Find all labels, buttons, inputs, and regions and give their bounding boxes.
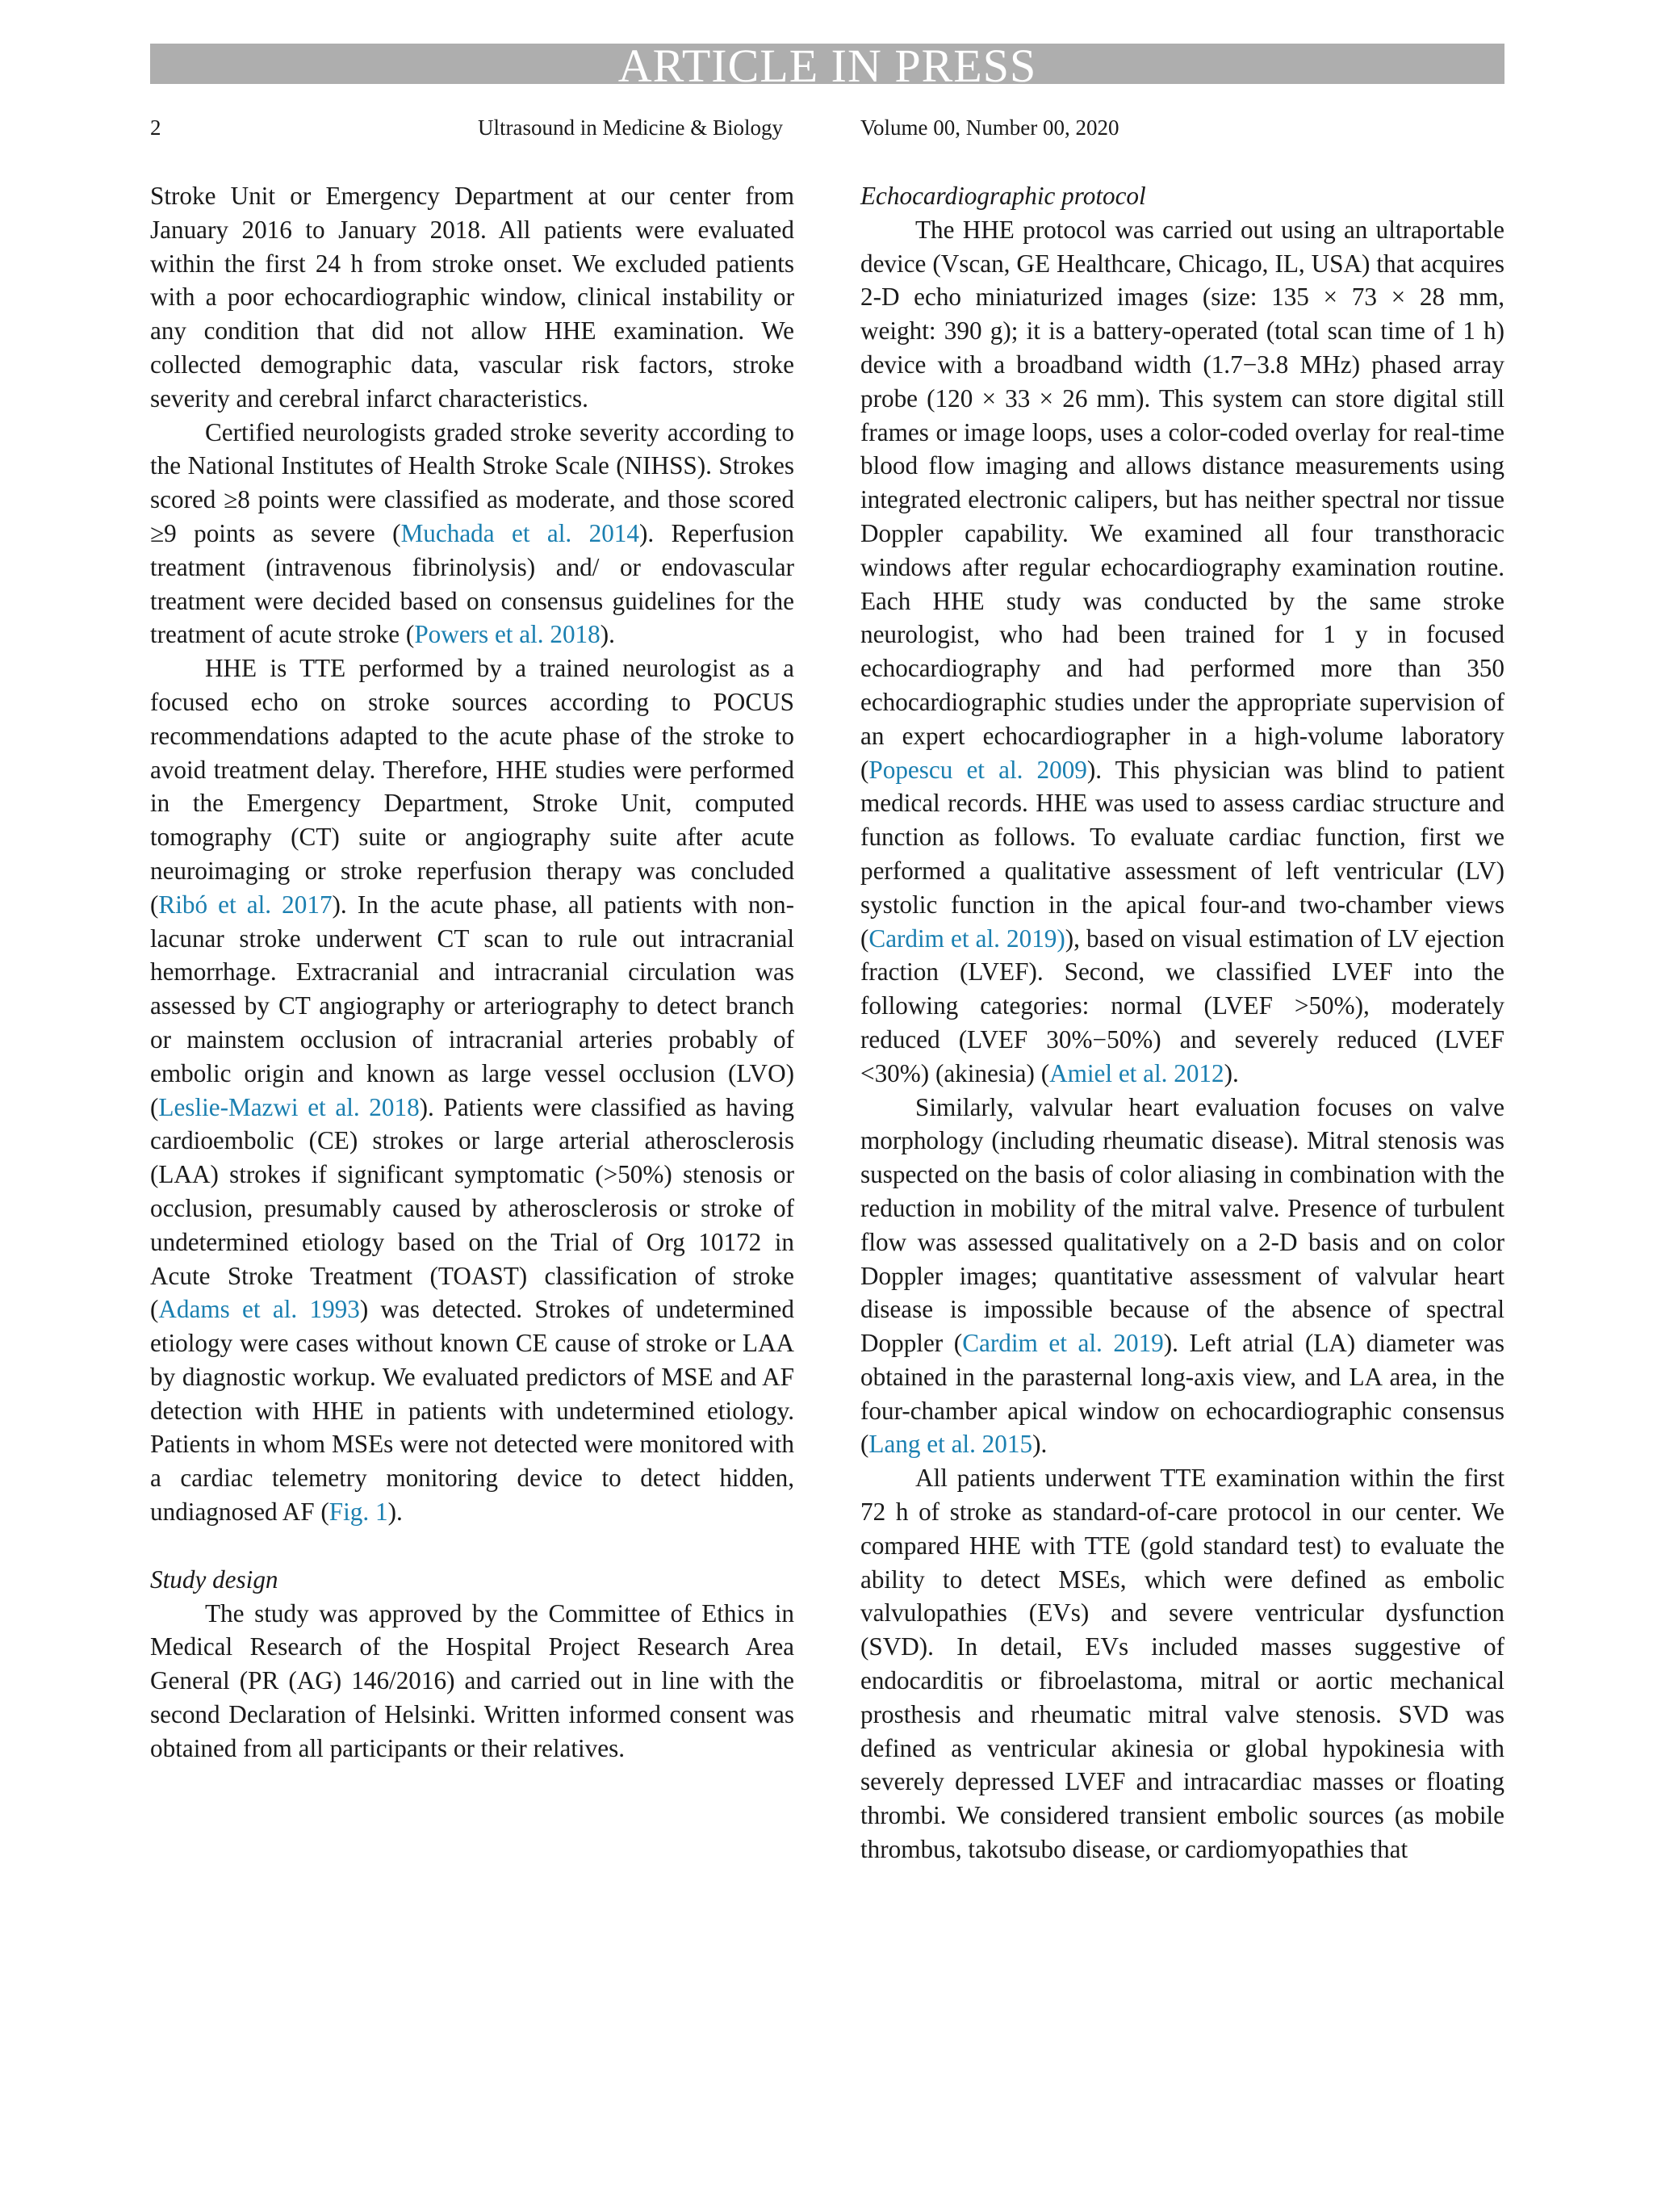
left-column bbox=[150, 179, 794, 1766]
paragraph bbox=[150, 651, 794, 1529]
text-run: ). This physician was blind to patient medical records. HHE was used to assess cardiac structure and function as follows. To evaluate cardiac function, first we performed a qualitative assessment of left ventricular (LV) systolic function in the apical four-and two-chamber views ( bbox=[860, 755, 1504, 953]
citation-link[interactable]: Cardim et al. 2019) bbox=[868, 924, 1065, 953]
citation-link[interactable]: Popescu et al. 2009 bbox=[868, 755, 1087, 784]
citation-link[interactable]: Cardim et al. 2019 bbox=[962, 1329, 1164, 1358]
citation-link[interactable]: Adams et al. 1993 bbox=[158, 1295, 360, 1324]
text-run: ). bbox=[1224, 1058, 1239, 1087]
text-run: Similarly, valvular heart evaluation focuses on valve morphology (including rheumatic disease). Mitral stenosis was suspected on the basis of color aliasing in combination with the reduction in mobility of the mitral valve. Presence of turbulent flow was assessed qualitatively on a 2-D basis and on color Doppler images; quantitative assessment of valvular heart disease is impossible because of the absence of spectral Doppler ( bbox=[860, 1092, 1504, 1358]
citation-link[interactable]: Powers et al. 2018 bbox=[414, 620, 601, 649]
volume-info: Volume 00, Number 00, 2020 bbox=[860, 115, 1119, 140]
article-in-press-banner: ARTICLE IN PRESS bbox=[150, 44, 1504, 84]
journal-title: Ultrasound in Medicine & Biology bbox=[478, 115, 783, 140]
citation-link[interactable]: Muchada et al. 2014 bbox=[400, 518, 639, 547]
citation-link[interactable]: Lang et al. 2015 bbox=[868, 1430, 1033, 1459]
page-number: 2 bbox=[150, 115, 161, 140]
text-run: ). bbox=[1032, 1430, 1048, 1459]
running-head bbox=[150, 113, 1504, 142]
citation-link[interactable]: Ribó et al. 2017 bbox=[158, 890, 333, 919]
figure-link[interactable]: Fig. 1 bbox=[329, 1498, 388, 1527]
text-run: ). In the acute phase, all patients with non-lacunar stroke underwent CT scan to rule out intracranial hemorrhage. Extracranial and intracranial circulation was assessed by CT angiography or arteriography to detect branch or mainstem occlusion of intracranial arteries probably of embolic origin and known as large vessel occlusion (LVO) ( bbox=[150, 890, 794, 1121]
text-run: ). bbox=[387, 1498, 403, 1527]
text-run: ). Patients were classified as having cardioembolic (CE) strokes or large arterial atherosclerosis (LAA) strokes if significant symptomatic (>50%) stenosis or occlusion, presumably caused by atherosclerosis or stroke of undetermined etiology based on the Trial of Org 10172 in Acute Stroke Treatment (TOAST) classification of stroke ( bbox=[150, 1092, 794, 1324]
text-run: Certified neurologists graded stroke severity according to the National Institutes of Health Stroke Scale (NIHSS). Strokes scored ≥8 points were classified as moderate, and those scored ≥9 points as severe ( bbox=[150, 417, 794, 547]
section-heading: Study design bbox=[150, 1565, 278, 1594]
paragraph: All patients underwent TTE examination within the first 72 h of stroke as standard-of-care protocol in our center. We compared HHE with TTE (gold standard test) to evaluate the ability to detect MSEs, which were defined as embolic valvulopathies (EVs) and severe ventricular dysfunction (SVD). In detail, EVs included masses suggestive of endocarditis or fibroelastoma, mitral or aortic mechanical prosthesis and rheumatic mitral valve stenosis. SVD was defined as ventricular akinesia or global hypokinesia with severely depressed LVEF and intracardiac masses or floating thrombi. We considered transient embolic sources (as mobile thrombus, takotsubo disease, or cardiomyopathies that bbox=[860, 1464, 1504, 1864]
text-run: The HHE protocol was carried out using an ultraportable device (Vscan, GE Healthcare, Chicago, IL, USA) that acquires 2-D echo miniaturized images (size: 135 × 73 × 28 mm, weight: 390 g); it is a battery-operated (total scan time of 1 h) device with a broadband width (1.7−3.8 MHz) phased array probe (120 × 33 × 26 mm). This system can store digital still frames or image loops, uses a color-coded overlay for real-time blood flow imaging and allows distance measurements using integrated electronic calipers, but has neither spectral nor tissue Doppler capability. We examined all four transthoracic windows after regular echocardiography examination routine. Each HHE study was conducted by the same stroke neurologist, who had been trained for 1 y in focused echocardiography and had performed more than 350 echocardiographic studies under the appropriate supervision of an expert echocardiographer in a high-volume laboratory ( bbox=[860, 215, 1504, 784]
paragraph: Stroke Unit or Emergency Department at our center from January 2016 to January 2018. All patients were evaluated within the first 24 h from stroke onset. We excluded patients with a poor echocardiographic window, clinical instability or any condition that did not allow HHE examination. We collected demographic data, vascular risk factors, stroke severity and cerebral infarct characteristics. bbox=[150, 182, 794, 413]
citation-link[interactable]: Amiel et al. 2012 bbox=[1049, 1058, 1224, 1087]
paragraph bbox=[860, 213, 1504, 1091]
text-run: ) was detected. Strokes of undetermined etiology were cases without known CE cause of stroke or LAA by diagnostic workup. We evaluated predictors of MSE and AF detection with HHE in patients with undetermined etiology. Patients in whom MSEs were not detected were monitored with a cardiac telemetry monitoring device to detect hidden, undiagnosed AF ( bbox=[150, 1295, 794, 1527]
paragraph bbox=[860, 1091, 1504, 1462]
section-heading: Echocardiographic protocol bbox=[860, 182, 1146, 210]
text-run: HHE is TTE performed by a trained neurologist as a focused echo on stroke sources according to POCUS recommendations adapted to the acute phase of the stroke to avoid treatment delay. Therefore, HHE studies were performed in the Emergency Department, Stroke Unit, computed tomography (CT) suite or angiography suite after acute neuroimaging or stroke reperfusion therapy was concluded ( bbox=[150, 654, 794, 919]
text-run: ), based on visual estimation of LV ejection fraction (LVEF). Second, we classified LVEF into the following categories: normal (LVEF >50%), moderately reduced (LVEF 30%−50%) and severely reduced (LVEF <30%) (akinesia) ( bbox=[860, 924, 1504, 1087]
right-column bbox=[860, 179, 1504, 1866]
text-run: ). Left atrial (LA) diameter was obtained in the parasternal long-axis view, and LA area, in the four-chamber apical window on echocardiographic consensus ( bbox=[860, 1329, 1504, 1459]
text-run: ). Reperfusion treatment (intravenous fibrinolysis) and/ or endovascular treatment were decided based on consensus guidelines for the treatment of acute stroke ( bbox=[150, 518, 794, 649]
paragraph bbox=[150, 416, 794, 652]
text-run: ). bbox=[600, 620, 615, 649]
citation-link[interactable]: Leslie-Mazwi et al. 2018 bbox=[158, 1092, 420, 1121]
paragraph: The study was approved by the Committee of Ethics in Medical Research of the Hospital Project Research Area General (PR (AG) 146/2016) and carried out in line with the second Declaration of Helsinki. Written informed consent was obtained from all participants or their relatives. bbox=[150, 1598, 794, 1762]
